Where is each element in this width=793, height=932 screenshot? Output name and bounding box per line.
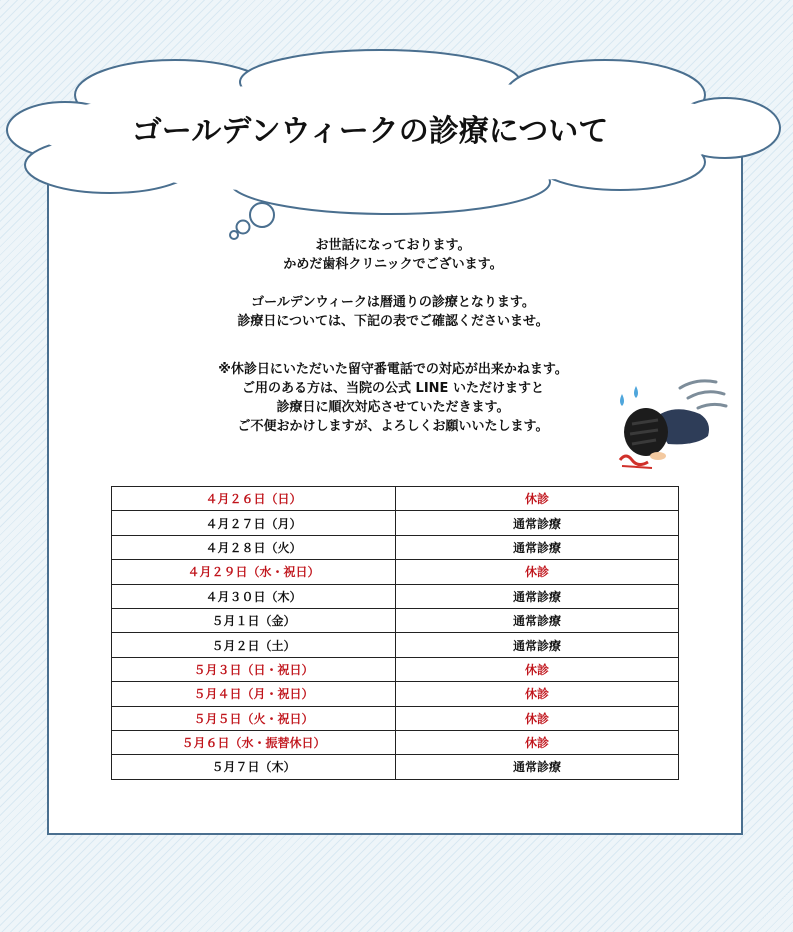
schedule-status: 通常診療 — [396, 511, 679, 535]
schedule-row — [112, 535, 679, 559]
schedule-date: ４月２７日（月） — [112, 511, 396, 535]
schedule-status: 休診 — [396, 657, 679, 681]
schedule-date: ４月３０日（木） — [112, 584, 396, 608]
message-line: 診療日に順次対応させていただきます。 — [276, 400, 510, 415]
thought-bubbles — [230, 203, 274, 239]
message-line: かめだ歯科クリニックでございます。 — [283, 257, 503, 272]
schedule-date: ５月２日（土） — [112, 633, 396, 657]
schedule-status: 通常診療 — [396, 584, 679, 608]
message-line: お世話になっております。 — [315, 238, 471, 253]
schedule-date: ５月１日（金） — [112, 608, 396, 632]
message-line: ご用のある方は、当院の公式 LINE いただけますと — [242, 381, 544, 396]
schedule-status: 通常診療 — [396, 755, 679, 779]
schedule-row — [112, 657, 679, 681]
schedule-status: 通常診療 — [396, 608, 679, 632]
schedule-date: ４月２８日（火） — [112, 535, 396, 559]
schedule-status: 通常診療 — [396, 535, 679, 559]
schedule-date: ５月６日（水・振替休日） — [112, 730, 396, 754]
message-line: ゴールデンウィークは暦通りの診療となります。 — [251, 295, 535, 310]
message-line: 診療日については、下記の表でご確認くださいませ。 — [237, 314, 549, 329]
schedule-status: 休診 — [396, 682, 679, 706]
schedule-row — [112, 730, 679, 754]
message-line: ※休診日にいただいた留守番電話での対応が出来かねます。 — [218, 362, 568, 377]
schedule-date: ４月２９日（水・祝日） — [112, 560, 396, 584]
schedule-date: ５月４日（月・祝日） — [112, 682, 396, 706]
schedule-row — [112, 755, 679, 779]
schedule-row — [112, 706, 679, 730]
message-line: ご不便おかけしますが、よろしくお願いいたします。 — [237, 419, 549, 434]
schedule-row — [112, 511, 679, 535]
schedule-date: ５月３日（日・祝日） — [112, 657, 396, 681]
schedule-row — [112, 608, 679, 632]
schedule-row — [112, 584, 679, 608]
schedule-row — [112, 487, 679, 511]
schedule-row — [112, 560, 679, 584]
page-title: ゴールデンウィークの診療について — [131, 114, 609, 149]
schedule-table — [111, 486, 679, 780]
schedule-row — [112, 633, 679, 657]
schedule-status: 休診 — [396, 706, 679, 730]
schedule-status: 休診 — [396, 487, 679, 511]
schedule-date: ４月２６日（日） — [112, 487, 396, 511]
bowing-person-icon — [612, 376, 732, 472]
schedule-date: ５月７日（木） — [112, 755, 396, 779]
schedule-row — [112, 682, 679, 706]
schedule-date: ５月５日（火・祝日） — [112, 706, 396, 730]
schedule-status: 通常診療 — [396, 633, 679, 657]
schedule-status: 休診 — [396, 730, 679, 754]
schedule-status: 休診 — [396, 560, 679, 584]
